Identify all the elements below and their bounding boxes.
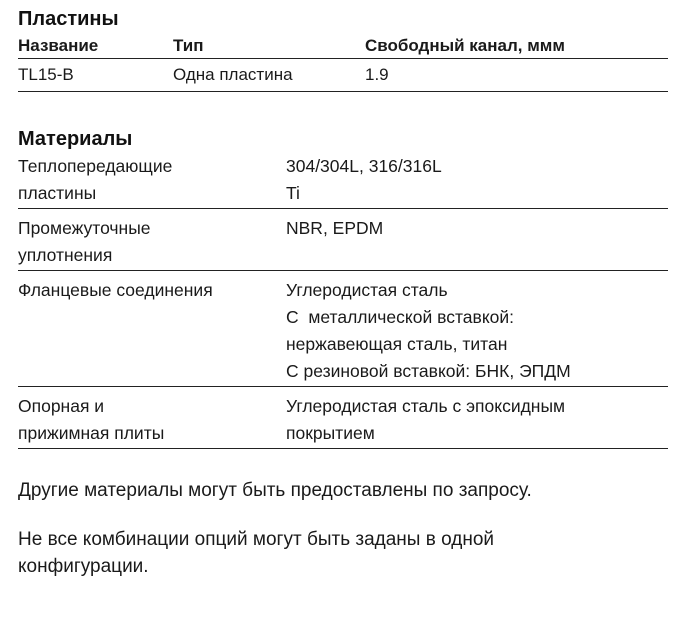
material-value-line: С металлической вставкой: — [286, 307, 515, 327]
material-value — [286, 392, 668, 447]
material-value-line: С резиновой вставкой: БНК, ЭПДМ — [286, 361, 571, 381]
materials-row-frame-plates — [18, 387, 668, 449]
header-type: Тип — [173, 36, 204, 55]
material-label-line: Фланцевые соединения — [18, 280, 213, 300]
material-value-line: Углеродистая сталь — [286, 280, 448, 300]
material-value — [286, 152, 668, 207]
plate-type: Одна пластина — [173, 65, 293, 84]
note-option-combinations: Не все комбинации опций могут быть заданы в одной конфигурации. — [18, 529, 495, 577]
material-label-line: Опорная и — [18, 396, 105, 416]
material-label — [18, 214, 286, 269]
header-free-channel: Свободный канал, ммм — [365, 36, 565, 55]
materials-section-title: Материалы — [18, 128, 133, 150]
material-value-line: Ti — [286, 183, 300, 203]
material-label-line: уплотнения — [18, 245, 113, 265]
material-label-line: Промежуточные — [18, 218, 151, 238]
plates-table-row — [18, 59, 668, 92]
materials-row-flange-connections — [18, 271, 668, 387]
header-name: Название — [18, 36, 99, 55]
material-label-line: пластины — [18, 183, 97, 203]
plate-name: TL15-B — [18, 65, 74, 84]
plates-table-header — [18, 34, 668, 59]
material-value-line: покрытием — [286, 423, 375, 443]
plates-section-title: Пластины — [18, 8, 119, 30]
material-value-line: Углеродистая сталь с эпоксидным — [286, 396, 566, 416]
note-other-materials: Другие материалы могут быть предоставлены по запросу. — [18, 480, 532, 501]
plate-free-channel: 1.9 — [365, 65, 389, 84]
material-value — [286, 276, 668, 385]
material-label-line: Теплопередающие — [18, 156, 173, 176]
material-label — [18, 152, 286, 207]
material-label — [18, 276, 286, 385]
materials-row-gaskets — [18, 209, 668, 271]
materials-row-heat-transfer-plates — [18, 152, 668, 209]
material-value-line: NBR, EPDM — [286, 218, 384, 238]
material-label-line: прижимная плиты — [18, 423, 165, 443]
material-value-line: 304/304L, 316/316L — [286, 156, 442, 176]
material-label — [18, 392, 286, 447]
material-value-line: нержавеющая сталь, титан — [286, 334, 508, 354]
spec-sheet — [18, 6, 668, 580]
material-value — [286, 214, 668, 269]
